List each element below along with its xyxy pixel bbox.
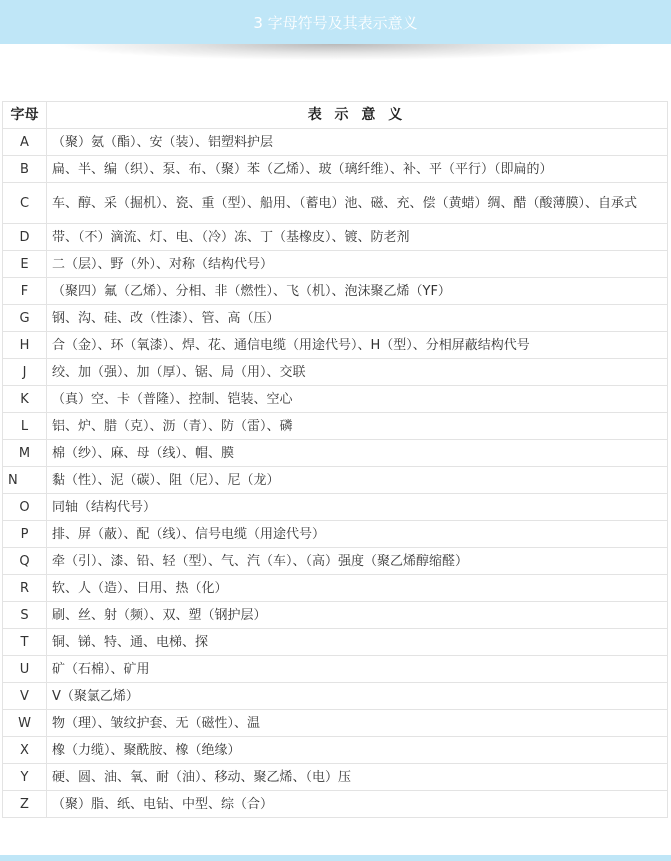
row-letter: W [3,710,47,737]
table-row [3,413,668,440]
table-row [3,440,668,467]
row-meaning: 刷、丝、射（频）、双、塑（钢护层） [47,602,668,629]
row-letter: A [3,129,47,156]
row-meaning: 同轴（结构代号） [47,494,668,521]
row-letter: D [3,224,47,251]
table-row [3,129,668,156]
row-meaning: 钢、沟、硅、改（性漆）、管、高（压） [47,305,668,332]
table-row [3,386,668,413]
table-row [3,305,668,332]
row-meaning: 车、醇、采（掘机）、瓷、重（型）、船用、（蓄电）池、磁、充、偿（黄蜡）绸、醋（酸薄膜）、自承式 [47,183,668,224]
row-meaning: 带、（不）滴流、灯、电、（冷）冻、丁（基橡皮）、镀、防老剂 [47,224,668,251]
table-row [3,791,668,818]
row-meaning: V（聚氯乙烯） [47,683,668,710]
table-row [3,251,668,278]
row-meaning: 合（金）、环（氧漆）、焊、花、通信电缆（用途代号）、H（型）、分相屏蔽结构代号 [47,332,668,359]
row-meaning: （聚）脂、纸、电钻、中型、综（合） [47,791,668,818]
row-meaning: 排、屏（蔽）、配（线）、信号电缆（用途代号） [47,521,668,548]
row-letter: T [3,629,47,656]
table-row [3,156,668,183]
row-meaning: 牵（引）、漆、铅、轻（型）、气、汽（车）、（高）强度（聚乙烯醇缩醛） [47,548,668,575]
row-letter: Q [3,548,47,575]
row-letter: N [3,467,47,494]
row-letter: O [3,494,47,521]
banner-shadow [60,44,611,60]
row-meaning: 绞、加（强）、加（厚）、锯、局（用）、交联 [47,359,668,386]
row-letter: M [3,440,47,467]
row-letter: Z [3,791,47,818]
row-letter: K [3,386,47,413]
row-letter: R [3,575,47,602]
row-meaning: 矿（石棉）、矿用 [47,656,668,683]
table-row [3,548,668,575]
row-meaning: 扁、半、编（织）、泵、布、（聚）苯（乙烯）、玻（璃纤维）、补、平（平行）（即扁的） [47,156,668,183]
row-meaning: （聚四）氟（乙烯）、分相、非（燃性）、飞（机）、泡沫聚乙烯（YF） [47,278,668,305]
table-row [3,332,668,359]
section-title: 3 字母符号及其表示意义 [253,13,418,32]
row-letter: Y [3,764,47,791]
table-row [3,764,668,791]
table-row [3,359,668,386]
bottom-divider-bar [0,855,671,861]
row-meaning: （真）空、卡（普隆）、控制、铠装、空心 [47,386,668,413]
table-row [3,602,668,629]
row-meaning: （聚）氨（酯）、安（装）、铝塑料护层 [47,129,668,156]
row-meaning: 铜、锑、特、通、电梯、探 [47,629,668,656]
row-letter: F [3,278,47,305]
row-letter: U [3,656,47,683]
row-letter: J [3,359,47,386]
row-meaning: 物（理）、皱纹护套、无（磁性）、温 [47,710,668,737]
row-meaning: 黏（性）、泥（碳）、阻（尼）、尼（龙） [47,467,668,494]
row-letter: G [3,305,47,332]
table-row [3,575,668,602]
letter-symbol-table [2,101,668,818]
row-letter: L [3,413,47,440]
table-row [3,683,668,710]
row-meaning: 软、人（造）、日用、热（化） [47,575,668,602]
table-row [3,656,668,683]
table-row [3,710,668,737]
row-meaning: 橡（力缆）、聚酰胺、橡（绝缘） [47,737,668,764]
row-meaning: 硬、圆、油、氧、耐（油）、移动、聚乙烯、（电）压 [47,764,668,791]
table-row [3,494,668,521]
row-letter: X [3,737,47,764]
row-meaning: 棉（纱）、麻、母（线）、帽、膜 [47,440,668,467]
row-meaning: 二（层）、野（外）、对称（结构代号） [47,251,668,278]
table-row [3,629,668,656]
section-banner [0,0,671,44]
row-meaning: 铝、炉、腊（克）、沥（青）、防（雷）、磷 [47,413,668,440]
row-letter: H [3,332,47,359]
row-letter: S [3,602,47,629]
table-row [3,521,668,548]
row-letter: P [3,521,47,548]
row-letter: C [3,183,47,224]
row-letter: B [3,156,47,183]
header-meaning: 表 示 意 义 [47,102,668,129]
table-row [3,224,668,251]
header-letter: 字母 [3,102,47,129]
table-row [3,737,668,764]
table-row [3,183,668,224]
table-row [3,467,668,494]
row-letter: V [3,683,47,710]
row-letter: E [3,251,47,278]
table-header-row [3,102,668,129]
table-row [3,278,668,305]
